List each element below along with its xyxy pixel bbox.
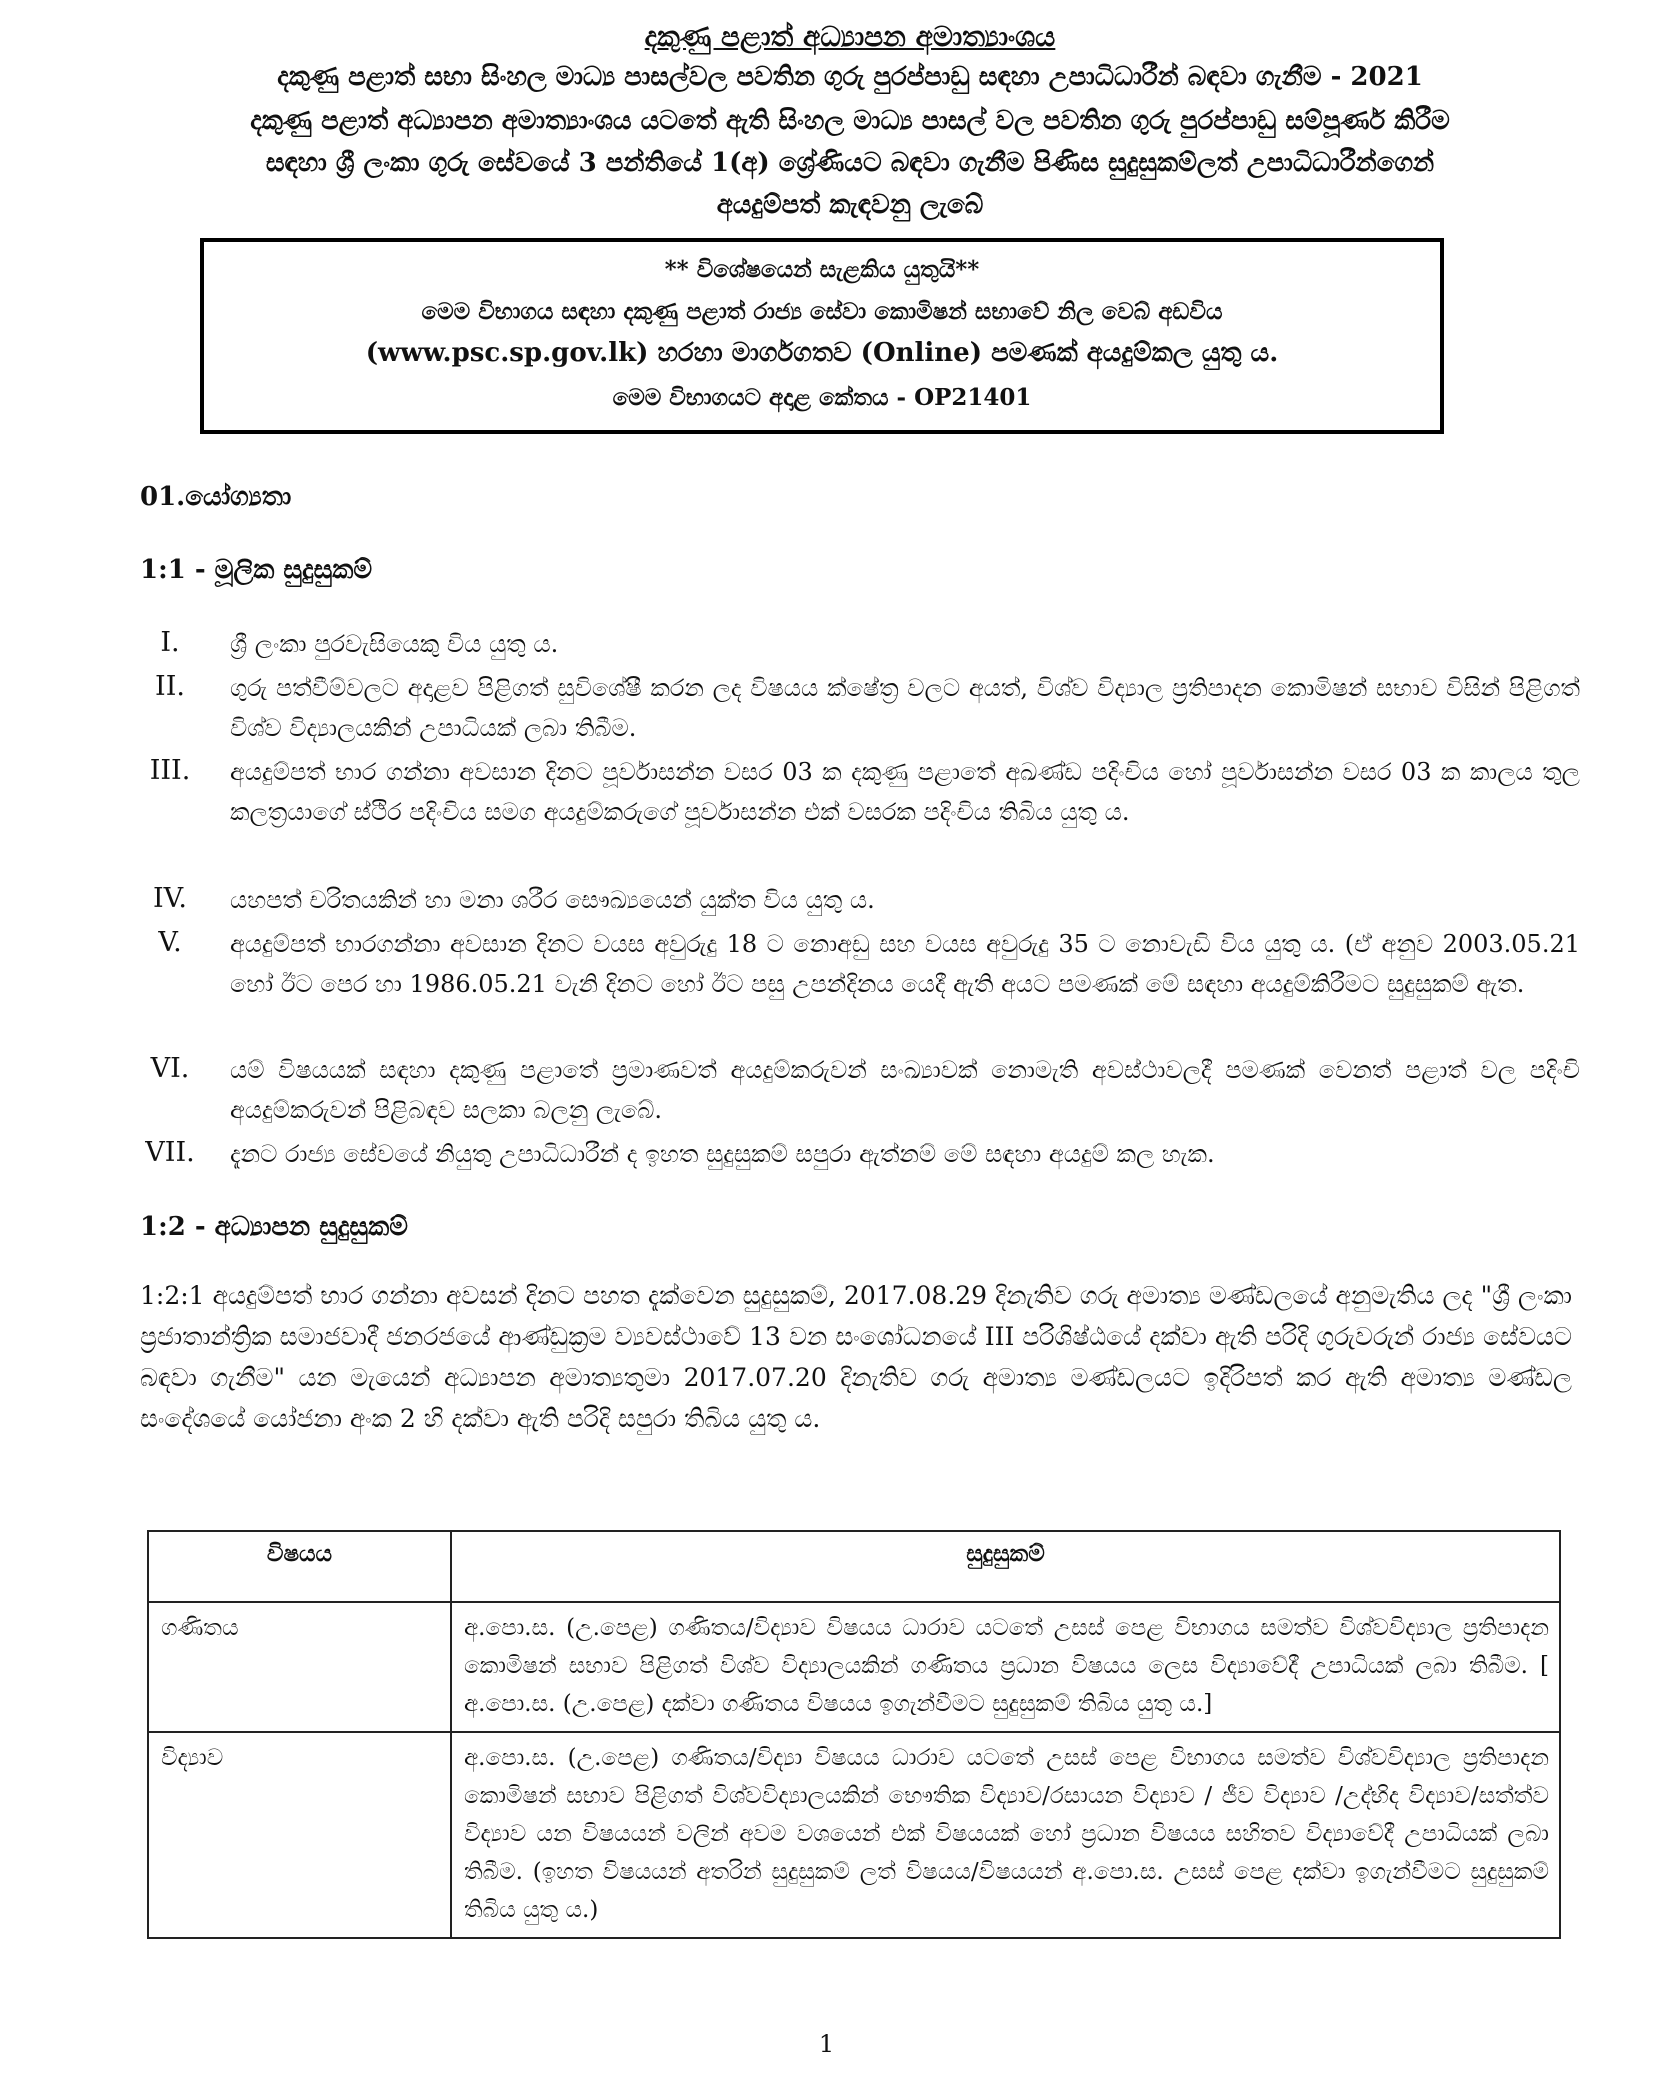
list-item-number: V.: [158, 927, 182, 958]
header-line-2: දකුණු පළාත් අධ්‍යාපන අමාත්‍යාංශය යටතේ ඇති සිංහල මාධ්‍ය පාසල් වල පවතින ගුරු පුරප්පාඩු සම්පූර්ණ කිරීම: [250, 106, 1450, 136]
subject-cell: ගණිතය: [148, 1602, 451, 1732]
list-item-number: II.: [155, 671, 185, 702]
notice-line-4: මෙම විභාගයට අදාළ කේතය - OP21401: [612, 384, 1032, 411]
column-header-qualifications: සුදුසුකම්: [451, 1531, 1560, 1602]
list-item-text: දැනට රාජ්‍ය සේවයේ නියුතු උපාධිධාරීන් ද ඉහත සුදුසුකම් සපුරා ඇත්නම් මේ සඳහා අයදුම් කල හැක.: [230, 1140, 1215, 1168]
table-row: [148, 1732, 1560, 1938]
list-item-number: III.: [149, 755, 191, 786]
subject-cell: විද්‍යාව: [148, 1732, 451, 1938]
list-item-text: අයදුම්පත් භාරගන්නා අවසාන දිනට වයස අවුරුදු 18 ට නොඅඩු සහ වයස අවුරුදු 35 ට නොවැඩි විය යුතු ය. (ඒ අනුව 2003.05.21 හෝ ඊට පෙර හා 1986.05.21 වැනි දිනට හෝ ඊට පසු උපන්දිනය යෙදී ඇති අයට පමණක් මේ සඳහා අයදුම්කිරීමට සුදුසුකම් ඇත.: [230, 930, 1580, 998]
list-item-number: IV.: [152, 883, 188, 914]
qualification-cell: අ.පො.ස. (උ.පෙළ) ගණිතය/විද්‍යා විෂයය ධාරාව යටතේ උසස් පෙළ විභාගය සමත්ව විශ්වවිද්‍යාල ප්‍රතිපාදන කොමිෂන් සභාව පිළිගත් විශ්වවිද්‍යාලයකින් භෞතික විද්‍යාව/රසායන විද්‍යාව / ජීව විද්‍යාව /උද්භිද විද්‍යාව/සත්ත්ව විද්‍යාව යන විෂයයන් වලින් අවම වශයෙන් එක් විෂයයක් හෝ ප්‍රධාන විෂයය සහිතව විද්‍යාවේදී උපාධියක් ලබා තිබීම. (ඉහත විෂයයන් අතරින් සුදුසුකම් ලත් විෂයය/විෂයයන් අ.පො.ස. උසස් පෙළ දක්වා ඉගැන්වීමට සුදුසුකම් තිබිය යුතු ය.): [451, 1732, 1560, 1938]
list-item-text: යම් විෂයයක් සඳහා දකුණු පළාතේ ප්‍රමාණවත් අයදුම්කරුවන් සංඛ්‍යාවක් නොමැති අවස්ථාවලදී පමණක් වෙනත් පළාත් වල පදිංචි අයදුම්කරුවන් පිළිබඳව සලකා බලනු ලැබේ.: [230, 1056, 1580, 1124]
section-heading-eligibility: 01.යෝග්‍යතා: [140, 482, 292, 512]
header-line-4: අයදුම්පත් කැඳවනු ලැබේ: [716, 190, 984, 220]
list-item-text: ගුරු පත්වීම්වලට අදාළව පිළිගත් සුවිශේෂී කරන ලද විෂයය ක්ෂේත්‍ර වලට අයත්, විශ්ව විද්‍යාල ප්‍රතිපාදන කොමිෂන් සභාව විසින් පිළිගත් විශ්ව විද්‍යාලයකින් උපාධියක් ලබා තිබීම.: [230, 674, 1580, 742]
list-item-text: ශ්‍රී ලංකා පුරවැසියෙකු විය යුතු ය.: [230, 630, 559, 658]
qualification-cell: අ.පො.ස. (උ.පෙළ) ගණිතය/විද්‍යාව විෂයය ධාරාව යටතේ උසස් පෙළ විභාගය සමත්ව විශ්වවිද්‍යාල ප්‍රතිපාදන කොමිෂන් සභාව පිළිගත් විශ්ව විද්‍යාලයකින් ගණිතය ප්‍රධාන විෂයය ලෙස විද්‍යාවේදී උපාධියක් ලබා තිබීම. [ අ.පො.ස. (උ.පෙළ) දක්වා ගණිතය විෂයය ඉගැන්වීමට සුදුසුකම් තිබිය යුතු ය.]: [451, 1602, 1560, 1732]
subsection-heading-education: 1:2 - අධ්‍යාපන සුදුසුකම්: [140, 1212, 408, 1242]
notice-line-2: මෙම විභාගය සඳහා දකුණු පළාත් රාජ්‍ය සේවා කොමිෂන් සභාවේ නිල වෙබ් අඩවිය: [421, 298, 1223, 325]
education-paragraph: 1:2:1 අයදුම්පත් භාර ගන්නා අවසන් දිනට පහත දැක්වෙන සුදුසුකම්, 2017.08.29 දිනැතිව ගරු අමාත්‍ය මණ්ඩලයේ අනුමැතිය ලද "ශ්‍රී ලංකා ප්‍රජාතාන්ත්‍රික සමාජවාදී ජනරජයේ ආණ්ඩුක්‍රම ව්‍යවස්ථාවේ 13 වන සංශෝධනයේ III පරිශිෂ්ඨයේ දක්වා ඇති පරිදි ගුරුවරුන් රාජ්‍ය සේවයට බඳවා ගැනීම" යන මැයෙන් අධ්‍යාපන අමාත්‍යතුමා 2017.07.20 දිනැතිව ගරු අමාත්‍ය මණ්ඩලයට ඉදිරිපත් කර ඇති අමාත්‍ය මණ්ඩල සංදේශයේ යෝජනා අංක 2 හි දක්වා ඇති පරිදි සපුරා තිබිය යුතු ය.: [140, 1281, 1572, 1433]
notice-line-3: (www.psc.sp.gov.lk) හරහා මාර්ගගතව (Online) පමණක් අයදුම්කල යුතු ය.: [365, 338, 1279, 368]
table-row: [148, 1602, 1560, 1732]
list-item-number: VI.: [150, 1053, 190, 1084]
list-item-number: I.: [160, 627, 180, 658]
list-item-text: අයදුම්පත් භාර ගන්නා අවසාන දිනට පූර්වාසන්න වසර 03 ක දකුණු පළාතේ අඛණ්ඩ පදිංචිය හෝ පූර්වාසන්න වසර 03 ක කාලය තුල කලත්‍රයාගේ ස්ථිර පදිංචිය සමග අයදුම්කරුගේ පූර්වාසන්න එක් වසරක පදිංචිය තිබිය යුතු ය.: [230, 758, 1580, 826]
list-item-text: යහපත් චරිතයකින් හා මනා ශරීර සෞඛ්‍යයෙන් යුක්ත විය යුතු ය.: [230, 886, 875, 914]
column-header-subject: විෂයය: [148, 1531, 451, 1602]
qualifications-table: [147, 1530, 1561, 1939]
notice-line-1: ** විශේෂයෙන් සැළකිය යුතුයි**: [664, 256, 980, 283]
header-line-3: සඳහා ශ්‍රී ලංකා ගුරු සේවයේ 3 පන්තියේ 1(අ) ශ්‍රේණියට බඳවා ගැනීම පිණිස සුදුසුකම්ලත් උපාධිධාරීන්ගෙන්: [265, 148, 1435, 178]
subsection-heading-basic: 1:1 - මූලික සුදුසුකම්: [140, 555, 373, 585]
ministry-title: දකුණු පළාත් අධ්‍යාපන අමාත්‍යාංශය: [644, 20, 1056, 53]
table-header-row: [148, 1531, 1560, 1602]
header-line-1: දකුණු පළාත් සභා සිංහල මාධ්‍ය පාසල්වල පවතින ගුරු පුරප්පාඩු සඳහා උපාධිධාරීන් බඳවා ගැනීම - 2021: [277, 62, 1423, 92]
page-number: 1: [818, 2030, 835, 2058]
list-item-number: VII.: [145, 1137, 195, 1168]
notice-box: [200, 238, 1444, 434]
